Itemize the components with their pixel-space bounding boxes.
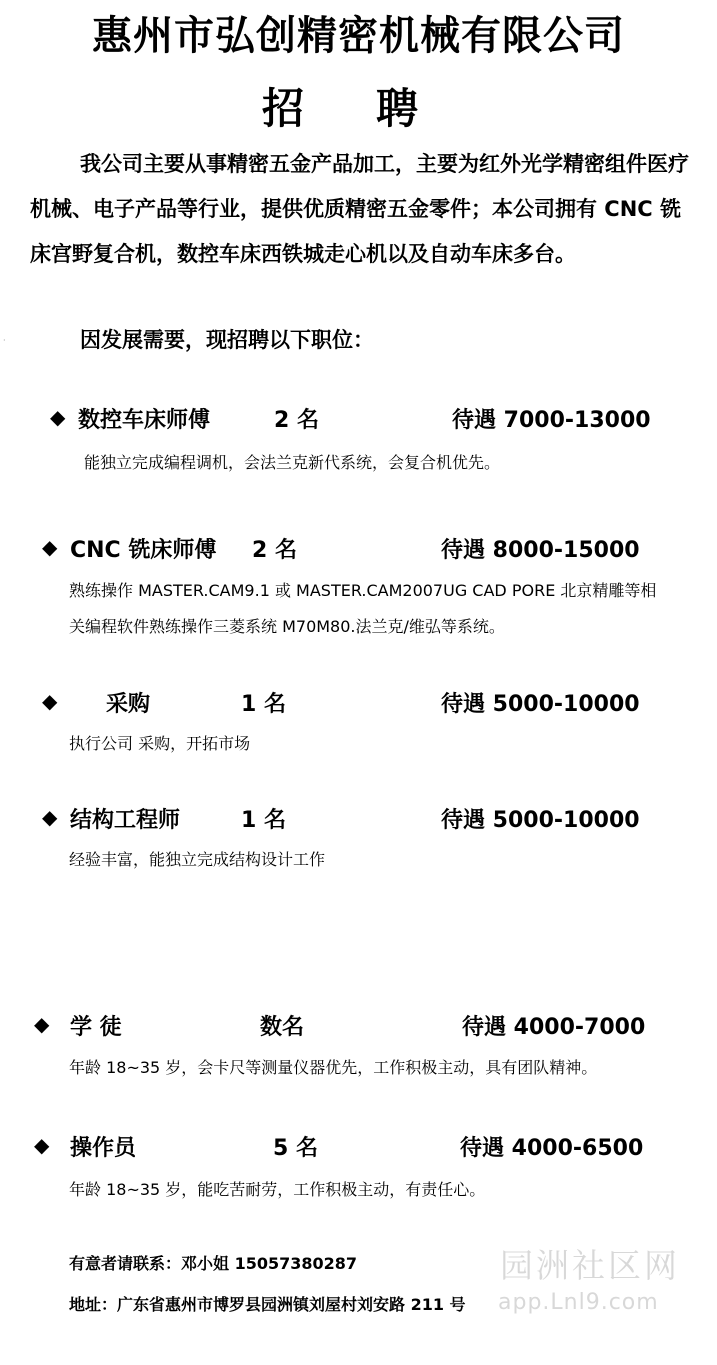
job-salary: 待遇 5000-10000 [441, 808, 640, 833]
job-description: 年龄 18~35 岁，会卡尺等测量仪器优先，工作积极主动，具有团队精神。 [69, 1058, 598, 1077]
job-salary: 待遇 8000-15000 [441, 538, 640, 563]
job-description: 执行公司 采购，开拓市场 [69, 734, 251, 753]
watermark-url: app.Lnl9.com [498, 1290, 659, 1315]
bullet-diamond-icon: ◆ [50, 405, 66, 429]
bullet-diamond-icon: ◆ [42, 689, 58, 713]
bullet-diamond-icon: ◆ [42, 535, 58, 559]
job-description: 熟练操作 MASTER.CAM9.1 或 MASTER.CAM2007UG CAD PORE 北京精雕等相 [69, 581, 657, 600]
page-heading: 招聘 [262, 84, 491, 133]
job-title: 采购 [106, 692, 151, 717]
watermark-name: 园洲社区网 [500, 1246, 680, 1285]
job-salary: 待遇 5000-10000 [441, 692, 640, 717]
job-title: 学 徒 [70, 1015, 122, 1040]
bullet-diamond-icon: ◆ [34, 1012, 50, 1036]
job-count: 1 名 [241, 692, 286, 717]
positions-lead: 因发展需要，现招聘以下职位： [80, 328, 374, 352]
contact-info: 有意者请联系：邓小姐 15057380287 [69, 1254, 358, 1273]
job-title: CNC 铣床师傅 [70, 538, 217, 563]
job-count: 1 名 [241, 808, 286, 833]
job-salary: 待遇 4000-7000 [462, 1015, 646, 1040]
stray-mark: · [3, 336, 6, 345]
job-description: 能独立完成编程调机，会法兰克新代系统，会复合机优先。 [84, 453, 501, 472]
company-intro: 我公司主要从事精密五金产品加工，主要为红外光学精密组件医疗机械、电子产品等行业，提供优质精密五金零件；本公司拥有 CNC 铣床宫野复合机，数控车床西铁城走心机以及自动车床多台。 [30, 152, 689, 266]
address-info: 地址：广东省惠州市博罗县园洲镇刘屋村刘安路 211 号 [69, 1295, 466, 1314]
job-title: 数控车床师傅 [78, 408, 211, 433]
company-name: 惠州市弘创精密机械有限公司 [92, 13, 625, 59]
job-title: 操作员 [70, 1136, 137, 1161]
job-description: 年龄 18~35 岁，能吃苦耐劳，工作积极主动，有责任心。 [69, 1180, 486, 1199]
job-salary: 待遇 4000-6500 [460, 1136, 644, 1161]
job-count: 2 名 [274, 408, 319, 433]
job-count: 2 名 [252, 538, 297, 563]
job-description: 经验丰富，能独立完成结构设计工作 [69, 850, 326, 869]
job-title: 结构工程师 [70, 808, 181, 833]
job-salary: 待遇 7000-13000 [452, 408, 651, 433]
job-count: 5 名 [273, 1136, 318, 1161]
bullet-diamond-icon: ◆ [34, 1133, 50, 1157]
job-description: 关编程软件熟练操作三菱系统 M70M80.法兰克/维弘等系统。 [69, 617, 505, 636]
bullet-diamond-icon: ◆ [42, 805, 58, 829]
job-count: 数名 [260, 1015, 305, 1040]
